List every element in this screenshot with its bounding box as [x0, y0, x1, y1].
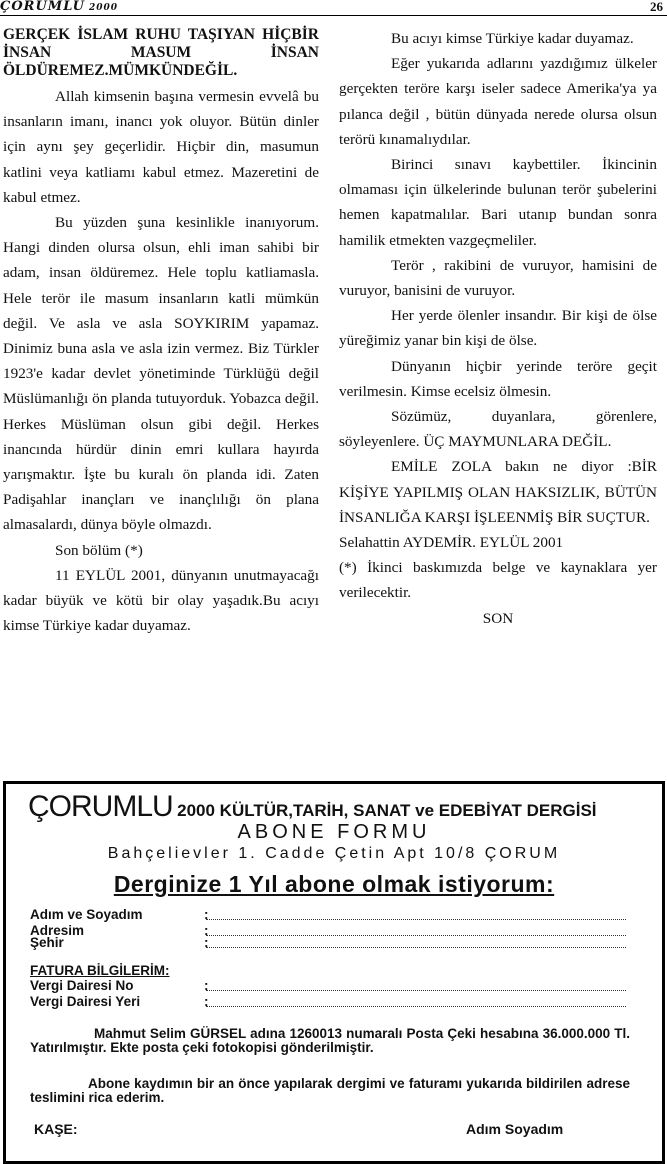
name-field[interactable]: Adım ve Soyadım :: [30, 908, 626, 922]
tax-office-no-field[interactable]: Vergi Dairesi No :: [30, 979, 626, 993]
signature-label: Adım Soyadım: [466, 1121, 564, 1137]
city-field[interactable]: Şehir :: [30, 936, 626, 950]
footnote: (*) İkinci baskımızda belge ve kaynaklara yer verilecektir.: [339, 559, 657, 602]
page-header: [0, 0, 667, 17]
end-mark: SON: [482, 609, 514, 627]
city-line[interactable]: [206, 947, 626, 948]
magazine-year: 2000: [88, 3, 119, 13]
left-column: [3, 26, 319, 638]
form-subtitle: ABONE FORMU: [237, 821, 431, 843]
paragraph: Bu acıyı kimse Türkiye kadar duyamaz.: [391, 30, 634, 47]
form-headline: Derginize 1 Yıl abone olmak istiyorum:: [113, 871, 555, 897]
form-brand: ÇORUMLU: [28, 790, 173, 823]
right-column: [339, 26, 657, 631]
tax-office-place-field[interactable]: Vergi Dairesi Yeri :: [30, 995, 626, 1009]
city-label: Şehir: [30, 935, 64, 950]
invoice-title: FATURA BİLGİLERİM:: [30, 963, 170, 978]
request-text: Abone kaydımın bir an önce yapılarak dergimi ve faturamı yukarıda bildirilen adrese teslimini rica ederim.: [30, 1076, 630, 1105]
author-signature: Selahattin AYDEMİR. EYLÜL 2001: [339, 534, 564, 552]
name-line[interactable]: [206, 919, 626, 920]
form-title-rest: 2000 KÜLTÜR,TARİH, SANAT ve EDEBİYAT DERGİSİ: [177, 801, 597, 820]
address-label: Adresim: [30, 923, 85, 938]
form-address: Bahçelievler 1. Cadde Çetin Apt 10/8 ÇORUM: [107, 845, 561, 862]
stamp-label: KAŞE:: [34, 1121, 78, 1137]
paragraph: Allah kimsenin başına vermesin evvelâ bu insanların imanı, inancı yok oluyor. Bütün dinler için aynı şey geçerlidir. Hiçbir din, masumun katlini veya katliamı kabul etmez. Mazeretini de kabul etmez.: [3, 88, 319, 206]
paragraph: Dünyanın hiçbir yerinde teröre geçit verilmesin. Kimse ecelsiz ölmesin.: [339, 357, 657, 400]
section-heading: Son bölüm (*): [55, 541, 143, 559]
page-number: 26: [650, 0, 663, 14]
tax-office-no-label: Vergi Dairesi No: [30, 978, 134, 993]
article-title: GERÇEK İSLAM RUHU TAŞIYAN HİÇBİR İNSAN MASUM İNSAN ÖLDÜREMEZ.MÜMKÜNDEĞİL.: [3, 26, 319, 79]
paragraph: Birinci sınavı kaybettiler. İkincinin olmaması için ülkelerinde bulunan terör şubelerini hemen kapatmalılar. Bari utanıp bundan sonra hamilik etmekten vazgeçmeliler.: [339, 156, 657, 249]
subscription-form: [3, 781, 665, 1164]
tax-office-place-line[interactable]: [206, 1006, 626, 1007]
tax-office-no-line[interactable]: [206, 990, 626, 991]
paragraph: Terör , rakibini de vuruyor, hamisini de vuruyor, banisini de vuruyor.: [339, 256, 657, 300]
paragraph: Bu yüzden şuna kesinlikle inanıyorum. Hangi dinden olursa olsun, ehli iman sahibi bir adam, insan öldüremez. Hele toplu katliamasla. Hele terör ile masum insanların katli mümkün değil. Ve asla ve asla SOYKIRIM yapamaz. Dinimiz buna asla ve asla izin vermez. Biz Türkler 1923'e kadar devlet yönetiminde Türklüğü değil Müslümanlığı ön planda tutuyorduk. Yobazca değil. Herkes Müslüman olsun gibi değil. Herkes inancında hürdür dinin emri kullara hayırda yarışmaktır. İşte bu kuralı ön planda idi. Zaten Padişahlar inançları ve inançlılığı ön plana almasalardı, dünya böyle olmazdı.: [3, 214, 319, 534]
paragraph: Eğer yukarıda adlarını yazdığımız ülkeler gerçekten teröre karşı iseler sadece Amerika'ya ya pılanca değil , bütün dünyada nerede olursa olsun terörü kınamalıydılar.: [339, 55, 657, 148]
address-field[interactable]: Adresim :: [30, 924, 626, 938]
paragraph: Sözümüz, duyanlara, görenlere, söyleyenlere. ÜÇ MAYMUNLARA DEĞİL.: [339, 408, 657, 451]
paragraph: 11 EYLÜL 2001, dünyanın unutmayacağı kadar büyük ve kötü bir olay yaşadık.Bu acıyı kimse Türkiye kadar duyamaz.: [3, 566, 319, 635]
paragraph: Her yerde ölenler insandır. Bir kişi de ölse yüreğimiz yanar bin kişi de ölse.: [339, 307, 657, 350]
magazine-name: ÇORUMLU 2000: [0, 0, 119, 14]
name-label: Adım ve Soyadım: [30, 907, 143, 922]
form-title: [28, 790, 597, 824]
tax-office-place-label: Vergi Dairesi Yeri: [30, 994, 141, 1009]
payment-text: Mahmut Selim GÜRSEL adına 1260013 numaralı Posta Çeki hesabına 36.000.000 Tl. Yatırılmıştır. Ekte posta çeki fotokopisi gönderilmiştir.: [30, 1026, 630, 1055]
header-rule: [0, 15, 667, 16]
quote-paragraph: EMİLE ZOLA bakın ne diyor :BİR KİŞİYE YAPILMIŞ OLAN HAKSIZLIK, BÜTÜN İNSANLIĞA KARŞI İŞLEENMİŞ BİR SUÇTUR.: [339, 458, 657, 526]
